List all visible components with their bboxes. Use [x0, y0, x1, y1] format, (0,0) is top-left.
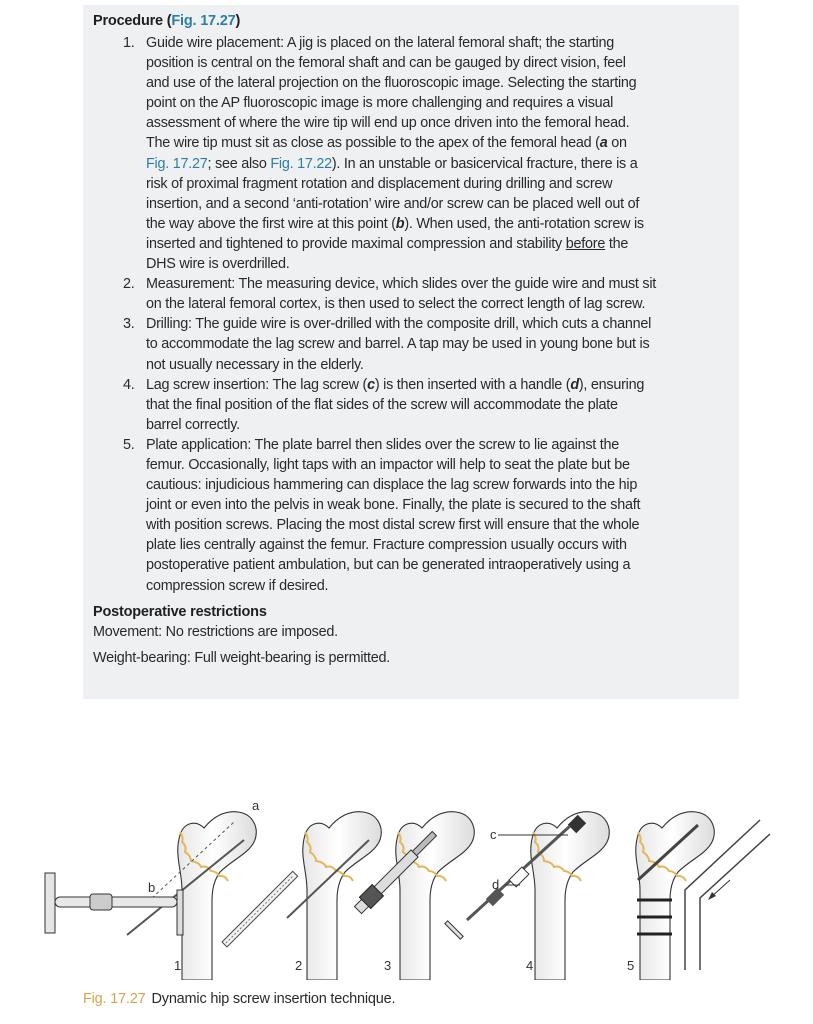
step-4: 4. Lag screw insertion: The lag screw (c) is then inserted with a handle (d), ensuring that the final position of the flat sides of the screw will accommodate the plate barrel correctly.: [123, 376, 645, 433]
panel-label-2: 2: [295, 958, 303, 973]
step-5: 5. Plate application: The plate barrel then slides over the screw to lie against the femur. Occasionally, light taps with an impactor will help to seat the plate but be cautious: injudicious hammering can displace the lag screw forwards into the hip joint or even into the pelvis in weak bone. Finally, the plate is secured to the shaft with position screws. Placing the most distal screw first will ensure that the whole plate lies centrally against the femur. Fracture compression usually occurs with postoperative patient ambulation, but can be generated intraoperatively using a compression screw if desired.: [123, 436, 641, 594]
panel-label-1: 1: [174, 958, 182, 973]
step-3: 3. Drilling: The guide wire is over-drilled with the composite drill, which cuts a channel to accommodate the lag screw and barrel. A tap may be used in young bone but is not usually necessary in the elderly.: [123, 316, 652, 373]
procedure-steps: [83, 33, 728, 596]
postop-heading: Postoperative restrictions: [93, 604, 267, 620]
femur-illustration: [40, 790, 800, 980]
caption-figure-number: Fig. 17.27: [83, 991, 146, 1007]
figure-dhs-insertion: [40, 790, 800, 980]
procedure-heading: Procedure (Fig. 17.27): [93, 13, 241, 29]
procedure-box: [83, 5, 739, 699]
callout-c: c: [490, 827, 497, 842]
panel-1: [127, 812, 256, 980]
panel-4: [531, 812, 610, 980]
jig-handle: [45, 873, 55, 933]
step-1: 1. Guide wire placement: A jig is placed on the lateral femoral shaft; the starting position is central on the femoral shaft and can be gauged by direct vision, feel and use of the lateral projection on the fluoroscopic image. Selecting the starting point on the AP fluoroscopic image is more challenging and requires a visual assessment of where the wire tip will end up once driven into the femoral head. The wire tip must sit as close as possible to the apex of the femoral head (a on Fig. 17.27; see also Fig. 17.22). In an unstable or basicervical fracture, there is a risk of proximal fragment rotation and displacement during drilling and screw insertion, and a second ‘anti-rotation’ wire and/or screw can be placed well out of the way above the first wire at this point (b). When used, the anti-rotation screw is inserted and tightened to provide maximal compression and stability before the DHS wire is overdrilled.: [123, 35, 644, 273]
caption-text: Dynamic hip screw insertion technique.: [151, 991, 396, 1007]
postop-movement: Movement: No restrictions are imposed.: [93, 624, 338, 640]
figure-link-17-22[interactable]: Fig. 17.22: [270, 155, 332, 172]
step-2: 2. Measurement: The measuring device, which slides over the guide wire and must sit on the lateral femoral cortex, is then used to select the correct length of lag screw.: [123, 276, 657, 313]
figure-link[interactable]: Fig. 17.27: [171, 13, 236, 29]
callout-b: b: [148, 880, 156, 895]
figure-link[interactable]: Fig. 17.27: [146, 155, 208, 172]
panel-label-3: 3: [384, 958, 392, 973]
postop-weight-bearing: Weight-bearing: Full weight-bearing is permitted.: [93, 650, 391, 666]
panel-label-4: 4: [526, 958, 534, 973]
callout-d: d: [492, 877, 500, 892]
figure-caption: [83, 991, 395, 1007]
callout-a: a: [252, 798, 260, 813]
panel-label-5: 5: [627, 958, 635, 973]
